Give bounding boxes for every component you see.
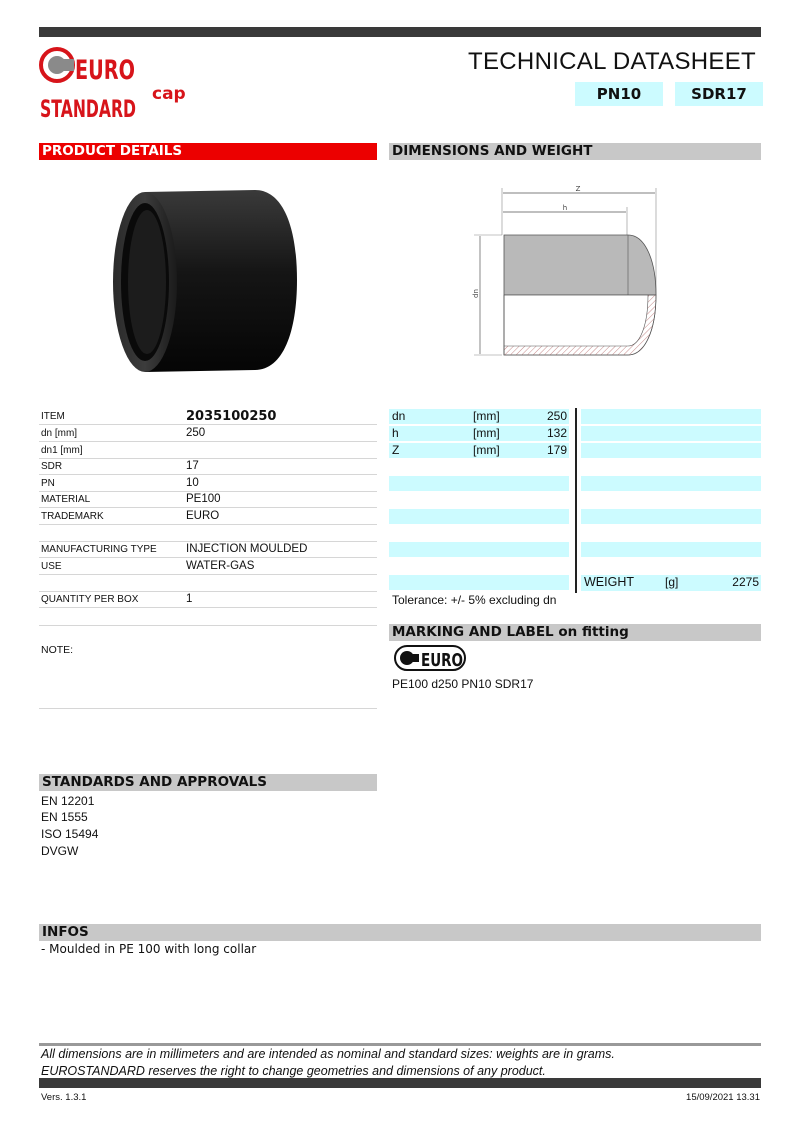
technical-drawing — [470, 180, 670, 370]
divider — [39, 625, 377, 626]
standards-header: STANDARDS AND APPROVALS — [39, 774, 377, 791]
dim-name: dn — [392, 409, 406, 423]
z-label: Z — [575, 185, 581, 193]
dim-right-row — [581, 409, 761, 424]
dim-name: h — [392, 426, 399, 440]
detail-row-pn: PN 10 — [39, 475, 377, 492]
info-item: - Moulded in PE 100 with long collar — [41, 942, 257, 956]
version: Vers. 1.3.1 — [41, 1092, 87, 1103]
table-divider — [575, 408, 577, 593]
detail-row-empty — [39, 525, 377, 542]
standard-item: DVGW — [41, 844, 79, 858]
timestamp: 15/09/2021 13.31 — [686, 1092, 760, 1103]
top-bar — [39, 27, 761, 37]
detail-row-use: USE WATER-GAS — [39, 558, 377, 575]
detail-row-manufacturing: MANUFACTURING TYPE INJECTION MOULDED — [39, 541, 377, 558]
detail-row-item: ITEM 2035100250 — [39, 408, 377, 425]
sdr-badge: SDR17 — [675, 82, 763, 106]
dim-row-empty — [389, 542, 569, 557]
marking-text: PE100 d250 PN10 SDR17 — [392, 677, 534, 691]
product-name: cap — [152, 84, 186, 104]
h-label: h — [562, 204, 568, 212]
dim-value: 250 — [546, 409, 567, 423]
tolerance-note: Tolerance: +/- 5% excluding dn — [392, 593, 557, 607]
detail-row-dn1: dn1 [mm] — [39, 442, 377, 459]
standard-item: EN 1555 — [41, 810, 88, 824]
note-label: NOTE: — [41, 644, 74, 656]
divider — [39, 708, 377, 709]
weight-label: WEIGHT — [584, 575, 634, 589]
standard-item: EN 12201 — [41, 794, 95, 808]
marking-logo — [394, 645, 466, 671]
svg-text:EURO: EURO — [421, 650, 463, 671]
footer-note-1: All dimensions are in millimeters and are intended as nominal and standard sizes: weights are in grams. — [41, 1047, 615, 1061]
dim-right-row — [581, 542, 761, 557]
dim-right-row — [581, 426, 761, 441]
eurostandard-logo — [39, 46, 139, 122]
svg-text:STANDARD: STANDARD — [40, 95, 136, 122]
document-title: TECHNICAL DATASHEET — [468, 48, 756, 75]
dim-right-row — [581, 476, 761, 491]
dimensions-weight-header: DIMENSIONS AND WEIGHT — [389, 143, 761, 160]
dim-right-row — [581, 509, 761, 524]
dim-right-row — [581, 443, 761, 458]
dim-value: 132 — [546, 426, 567, 440]
detail-row-quantity: QUANTITY PER BOX 1 — [39, 591, 377, 608]
item-code: 2035100250 — [186, 409, 277, 424]
pn-badge: PN10 — [575, 82, 663, 106]
dim-unit: [mm] — [473, 426, 500, 440]
detail-row-trademark: TRADEMARK EURO — [39, 508, 377, 525]
detail-row-dn: dn [mm] 250 — [39, 425, 377, 442]
detail-row-sdr: SDR 17 — [39, 458, 377, 475]
dim-row-empty — [389, 476, 569, 491]
dim-row-empty — [389, 575, 569, 590]
weight-unit: [g] — [665, 575, 679, 589]
dim-unit: [mm] — [473, 409, 500, 423]
detail-row-material: MATERIAL PE100 — [39, 491, 377, 508]
weight-value: 2275 — [732, 575, 759, 589]
dim-value: 179 — [546, 443, 567, 457]
bottom-bar — [39, 1078, 761, 1088]
svg-text:EURO: EURO — [75, 55, 135, 86]
detail-row-empty-2 — [39, 575, 377, 592]
infos-header: INFOS — [39, 924, 761, 941]
product-image — [105, 182, 305, 378]
footer-note-2: EUROSTANDARD reserves the right to change geometries and dimensions of any product. — [41, 1064, 546, 1078]
product-details-header: PRODUCT DETAILS — [39, 143, 377, 160]
dim-unit: [mm] — [473, 443, 500, 457]
standard-item: ISO 15494 — [41, 827, 99, 841]
marking-header: MARKING AND LABEL on fitting — [389, 624, 761, 641]
dn-label: dn — [472, 289, 480, 298]
dim-row-empty — [389, 509, 569, 524]
dim-name: Z — [392, 443, 400, 457]
